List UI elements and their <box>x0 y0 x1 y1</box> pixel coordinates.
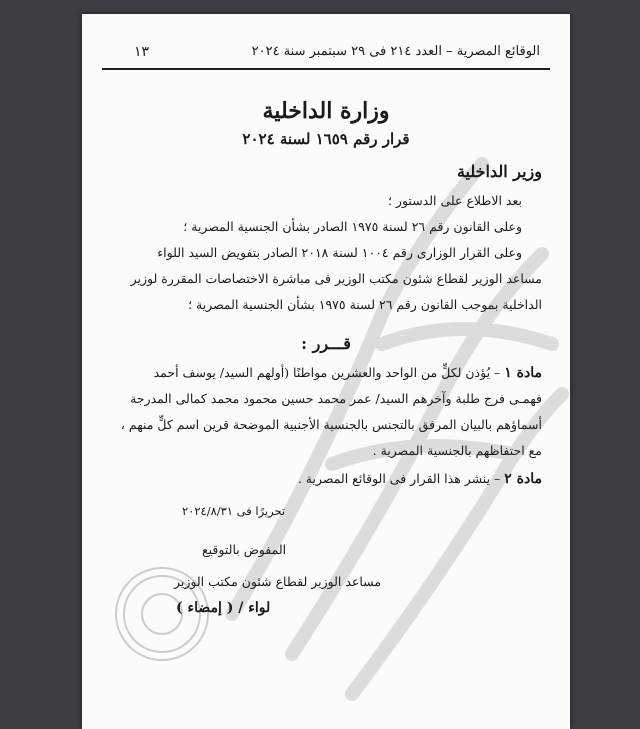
article1-line: مع احتفاظهم بالجنسية المصرية . <box>372 443 542 458</box>
article1-line: فهمـى فرج طلبة وآخرهم السيد/ عمر محمد حسين محمود محمد كمالى المدرجة <box>130 391 542 406</box>
delegate-line: المفوض بالتوقيع <box>202 542 287 557</box>
signature-line: لواء / ( إمضاء ) <box>176 600 271 616</box>
article1-text: – يُؤذن لكلٍّ من الواحد والعشرين مواطنًا (أولهم السيد/ يوسف أحمد <box>153 365 505 380</box>
preamble-line: وعلى القرار الوزارى رقم ١٠٠٤ لسنة ٢٠١٨ الصادر بتفويض السيد اللواء <box>157 245 522 260</box>
preamble-line: الداخلية بموجب القانون رقم ٢٦ لسنة ١٩٧٥ بشأن الجنسية المصرية ؛ <box>188 297 542 312</box>
article1-first-line <box>106 364 542 382</box>
article2-label: مادة ٢ <box>504 471 542 487</box>
article1-label: مادة ١ <box>504 365 542 381</box>
preamble-line: بعد الاطلاع على الدستور ؛ <box>387 193 522 208</box>
document-page <box>82 14 570 729</box>
issuer-title: وزير الداخلية <box>456 162 542 181</box>
page-number: ١٣ <box>134 44 150 60</box>
preamble-line: مساعد الوزير لقطاع شئون مكتب الوزير فى مباشرة الاختصاصات المقررة لوزير <box>130 271 542 286</box>
position-line: مساعد الوزير لقطاع شئون مكتب الوزير <box>174 574 382 589</box>
article1-line: أسماؤهم بالبيان المرفق بالتجنس بالجنسية الأجنبية الموضحة قرين اسم كلٍّ منهم ، <box>120 417 542 432</box>
running-head <box>104 44 548 66</box>
header-rule <box>102 68 550 70</box>
article2-text: – ينشر هذا القرار فى الوقائع المصرية . <box>297 471 505 486</box>
decree-number: قرار رقم ١٦٥٩ لسنة ٢٠٢٤ <box>242 130 410 148</box>
article2-line <box>106 470 542 488</box>
date-line: تحريرًا فى ٢٠٢٤/٨/٣١ <box>182 504 286 518</box>
preamble-line: وعلى القانون رقم ٢٦ لسنة ١٩٧٥ الصادر بشأن الجنسية المصرية ؛ <box>183 219 522 234</box>
gazette-issue-line: الوقائع المصرية – العدد ٢١٤ فى ٢٩ سبتمبر سنة ٢٠٢٤ <box>251 44 540 59</box>
ministry-title: وزارة الداخلية <box>262 98 390 124</box>
decided-heading: قـــرر : <box>301 334 351 353</box>
